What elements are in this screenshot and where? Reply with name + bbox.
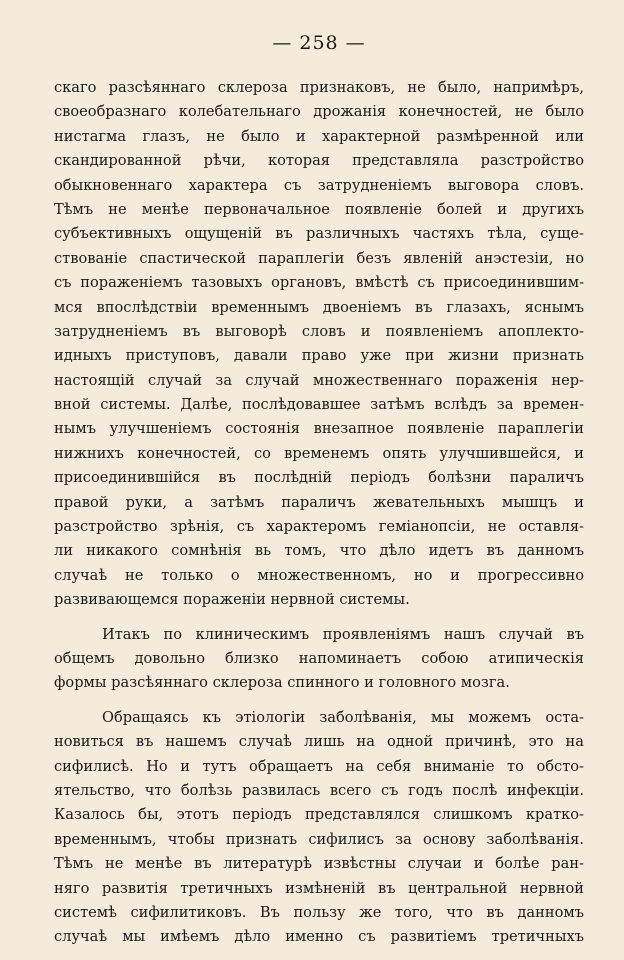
text-line: мся впослѣдствіи временнымъ двоеніемъ въ глазахъ, яснымъ xyxy=(54,298,584,316)
text-line: съ пораженіемъ тазовыхъ органовъ, вмѣстѣ съ присоединившим- xyxy=(54,274,584,292)
text-line: настоящій случай за случай множественнаго пораженія нер- xyxy=(54,371,584,389)
text-line: разстройство зрѣнія, съ характеромъ геміанопсіи, не оставля- xyxy=(54,518,584,536)
text-line: системѣ сифилитиковъ. Въ пользу же того, что въ данномъ xyxy=(54,903,584,921)
text-body xyxy=(54,76,584,950)
page-number: — 258 — xyxy=(272,32,366,54)
text-line: Казалось бы, этотъ періодъ представлялся слишкомъ кратко- xyxy=(54,806,584,824)
text-line: ятельство, что болѣзь развилась всего съ годъ послѣ инфекціи. xyxy=(54,781,584,799)
text-line: нымъ улучшеніемъ состоянія внезапное появленіе параплегіи xyxy=(54,420,584,438)
text-line: идныхъ приступовъ, давали право уже при жизни признать xyxy=(54,347,584,365)
text-line: ли никакого сомнѣнія вь томъ, что дѣло идетъ въ данномъ xyxy=(54,542,584,560)
text-line: Тѣмъ не менѣе первоначальное появленіе болей и другихъ xyxy=(54,200,584,218)
text-line: няго развитія третичныхъ измѣненій въ центральной нервной xyxy=(54,879,584,897)
text-line: временнымъ, чтобы признать сифилисъ за основу заболѣванія. xyxy=(54,830,584,848)
paragraph-2 xyxy=(54,623,584,696)
text-line: общемъ довольно близко напоминаетъ собою атипическія xyxy=(54,649,584,667)
paragraph-gap xyxy=(54,613,584,623)
text-line: затрудненіемъ въ выговорѣ словъ и появленіемъ апоплекто- xyxy=(54,322,584,340)
text-line: своеобразнаго колебательнаго дрожанія конечностей, не было xyxy=(54,103,584,121)
text-line: Тѣмъ не менѣе въ литературѣ извѣстны случаи и болѣе ран- xyxy=(54,855,584,873)
text-line: нистагма глазъ, не было и характерной размѣренной или xyxy=(54,127,584,145)
text-line: субъективныхъ ощущеній въ различныхъ частяхъ тѣла, суще- xyxy=(54,225,584,243)
text-line: случаѣ не только о множественномъ, но и прогрессивно xyxy=(54,566,584,584)
paragraph-1 xyxy=(54,76,584,613)
text-line: сифилисѣ. Но и тутъ обращаетъ на себя вниманіе то обсто- xyxy=(54,757,584,775)
text-line: развивающемся пораженіи нервной системы. xyxy=(54,591,410,609)
text-line: ствованіе спастической параплегіи безъ явленій анэстезіи, но xyxy=(54,249,584,267)
text-line: новиться въ нашемъ случаѣ лишь на одной причинѣ, это на xyxy=(54,733,584,751)
text-line: обыкновеннаго характера съ затрудненіемъ выговора словъ. xyxy=(54,176,584,194)
text-line: правой руки, а затѣмъ параличъ жевательныхъ мышцъ и xyxy=(54,493,584,511)
text-line: Обращаясь къ этіологіи заболѣванія, мы можемъ оста- xyxy=(102,708,584,726)
text-line: формы разсѣяннаго склероза спинного и головного мозга. xyxy=(54,674,510,692)
text-line: случаѣ мы имѣемъ дѣло именно съ развитіемъ третичныхъ xyxy=(54,928,584,946)
text-line: Итакъ по клиническимъ проявленіямъ нашъ случай въ xyxy=(102,625,584,643)
text-line: скаго разсѣяннаго склероза признаковъ, не было, напримѣръ, xyxy=(54,79,584,96)
paragraph-3 xyxy=(54,706,584,950)
text-line: вной системы. Далѣе, послѣдовавшее затѣмъ вслѣдъ за времен- xyxy=(54,396,584,414)
text-line: присоединившійся въ послѣдній періодъ болѣзни параличъ xyxy=(54,469,584,487)
text-line: скандированной рѣчи, которая представляла разстройство xyxy=(54,152,584,170)
paragraph-gap xyxy=(54,696,584,706)
text-line: нижнихъ конечностей, со временемъ опять улучшившейся, и xyxy=(54,444,584,462)
